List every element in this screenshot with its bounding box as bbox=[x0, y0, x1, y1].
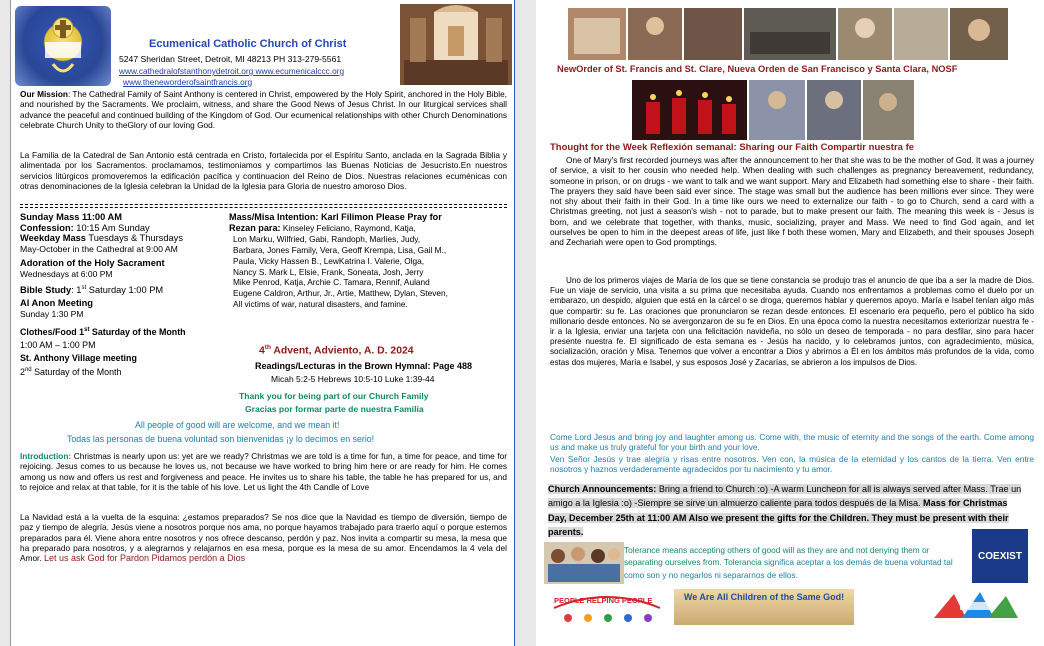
church-announcements bbox=[548, 482, 1026, 540]
village-b: Saturday of the Month bbox=[31, 367, 122, 378]
announcement-luncheon: Bring a friend to Church :o) -A warm Luncheon for all is always served after Mass. Trae un amigo a la Iglesia :o) -Siempre se sirve un almuerzo caliente para todos después de la Misa. bbox=[548, 484, 1022, 509]
intention-line bbox=[229, 223, 511, 234]
mission-english bbox=[20, 89, 507, 130]
visitation-painting bbox=[749, 80, 805, 140]
thanks-english: Thank you for being part of our Church Family bbox=[239, 391, 429, 401]
clothes-a: Clothes/Food 1 bbox=[20, 327, 85, 338]
divider bbox=[20, 204, 507, 205]
website-link-cathedral[interactable]: www.cathedralofstanthonydetroit.org bbox=[119, 66, 254, 76]
mission-spanish: La Familia de la Catedral de San Antonio está centrada en Cristo, fortalecida por el Espíritu Santo, anclada en la Sagrada Biblia y alimentada por los Sacramentos. proclamamos, testimoniamos y compartimos las Buenas Noticias de Jesucristo.En nuestros servicios litúrgicos promoveremos la edificación pacífica y continuacion del Reino de Dios. Nuestras relaciones ecuménicas con otras denominaciones de la Iglesia celebran la Unidad de la Iglesia para Gloria de nuestro amoroso Dios. bbox=[20, 150, 507, 191]
adoration: Adoration of the Holy Sacrament bbox=[20, 258, 165, 269]
clothes-b: Saturday of the Month bbox=[89, 327, 186, 338]
village-date bbox=[20, 365, 230, 378]
thought-english: One of Mary's first recorded journeys was after the announcement to her that she was to be the mother of God. It was a journey of service, a visit to her cousin who needed help. When dealing with such challenges as pregnancy bereavement, redundancy, someone in prison, or on drugs - we want to talk and we want support. Mary and Elizabeth had something else to share - their faith. The prayers they said have been said ever since. The stage was small but the audience has been millions ever since. They were not shy about their faith in their God. In a time like ours we need to externalize our faith - to go to Church, send a card with a Christmas greeting, not just a season's wish - not to parade, but to make present our faith. The meaning this week is - Jesus is born, and we celebrate that together, with thanks, music, socializing, prayer and Mass. We need to find God again, and let ourselves be open to him in the deepest areas of life, just like f both these women, Mary and Elizabeth, and their spouses Joseph and Zechariah were open to God promptings. bbox=[550, 155, 1034, 248]
intro-spanish-text: La Navidad está a la vuelta de la esquina: ¿estamos preparados? Se nos dice que la Navidad es tiempo de diversión, tiempo de paz y tiempo de alegría. Jesús viene a nosotros porque nos ama, no porque hayamos trabajado para traerlo aquí o porque estemos preparados para él. Viene ahora entre nosotros y nos ofrece descanso, perdón y paz. Nos invita a compartir su mesa, la mesa que ha preparado para nosotros, y a alegrarnos y relajarnos en esa mesa, porque es la mesa de su amor. Encendamos la 4 vela del Amor. bbox=[20, 512, 507, 564]
intention-line-4: Nancy S. Mark L, Elsie, Frank, Soneata, Josh, Jerry bbox=[233, 266, 424, 277]
intro-english-text: Christmas is nearly upon us: yet are we ready? Christmas we are told is a time for fun, a time for peace, and time for rejoicing. Jesus comes to us because he loves us, not because we have worked to bring him here or are ready for him. He comes among us now and offers us rest and forgiveness and peace. He invites us to share his table, the table he has prepared for us, and to rejoice and relax at that table, for it is the table of his love. Let us light the 4th Candle of Love bbox=[20, 451, 507, 492]
intention-line-5: Mike Penrod, Katja, Archie C. Tamara, Rennif, Auland bbox=[233, 277, 430, 288]
mission-label: Our Mission bbox=[20, 89, 68, 99]
monk-portrait-photo bbox=[894, 8, 948, 60]
prayer-intentions bbox=[229, 212, 511, 310]
advent-a: 4 bbox=[259, 345, 265, 357]
order-title: NewOrder of St. Francis and St. Clare, Nueva Orden de San Francisco y Santa Clara, NOSF bbox=[557, 64, 958, 74]
franciscan-photo-strip bbox=[568, 8, 1008, 60]
clothes-time: 1:00 AM – 1:00 PM bbox=[20, 340, 96, 350]
intro-label: Introduction: bbox=[20, 451, 72, 461]
village-meeting: St. Anthony Village meeting bbox=[20, 352, 137, 363]
coexist-text: COEXIST bbox=[978, 550, 1022, 562]
intention-title: Mass/Misa Intention: Karl Filimon Please Pray for bbox=[229, 212, 442, 222]
church-logo bbox=[15, 6, 111, 86]
intention-line-6: Eugene Caldron, Arthur, Jr., Artie, Matthew, Dylan, Steven, bbox=[233, 288, 448, 299]
confession-time: 10:15 Am Sunday bbox=[73, 222, 150, 233]
announcement-block bbox=[548, 484, 1021, 537]
intention-line-1: Lon Marku, Wilfried, Gabi, Randoph, Marlies, Judy, bbox=[233, 233, 421, 244]
thought-title: Thought for the Week Reflexión semanal: Sharing our Faith Compartir nuestra fe bbox=[550, 142, 915, 153]
website-link-ecumenical[interactable]: www.ecumenicalccc.org bbox=[255, 66, 345, 76]
bible-b: Saturday 1:00 PM bbox=[86, 284, 164, 295]
bible-study bbox=[20, 283, 230, 296]
tolerance-photo bbox=[544, 542, 624, 584]
tolerance-text bbox=[624, 544, 970, 581]
tolerance-english: Tolerance means accepting others of good will as they are and not denying them or separating ourselves from. Tolerancia bbox=[624, 545, 930, 568]
introduction-english bbox=[20, 451, 507, 492]
village-sup: nd bbox=[24, 367, 32, 374]
left-page bbox=[10, 0, 516, 646]
bible-sup: st bbox=[81, 284, 87, 291]
welcome-spanish: Todas las personas de buena voluntad son bienvenidas ¡y lo decimos en serio! bbox=[67, 434, 375, 444]
advent-b: Advent, Adviento, A. D. 2024 bbox=[270, 345, 414, 357]
sunday-mass: Sunday Mass 11:00 AM bbox=[20, 212, 122, 222]
confession-label: Confession: bbox=[20, 222, 74, 233]
readings-verses: Micah 5:2-5 Hebrews 10:5-10 Luke 1:39-44 bbox=[271, 374, 435, 384]
weekday-mass bbox=[20, 233, 230, 244]
thanks-spanish: Gracias por formar parte de nuestra Familia bbox=[245, 404, 424, 414]
right-page bbox=[536, 0, 1044, 646]
weekday-days: Tuesdays & Thursdays bbox=[85, 233, 183, 244]
church-title: Ecumenical Catholic Church of Christ bbox=[149, 38, 347, 50]
thought-spanish: Uno de los primeros viajes de María de los que se tiene constancia se produjo tras el anuncio de que iba a ser la madre de Dios. Fue un viaje de servicio, una visita a su prima que necesitaba ayuda. Cuando nos enfrentamos a problemas como el duelo por un embarazo, un despido, alguien que está en la cárcel o se droga, queremos hablar y queremos apoyo. María e Isabel tenían algo más que compartir: su fe. Las oraciones que pronunciaron se rezan desde entonces. El escenario era pequeño, pero el público ha sido millonario desde entonces. No se avergonzaron de su fe en Dios. En una época como la nuestra necesitamos exteriorizar nuestra fe - ir a la Iglesia, enviar una tarjeta con una felicitación navideña, no sólo un deseo de temporada - no para desfilar, sino para hacer presente nuestra fe. El significado de esta semana es - Jesús ha nacido, y lo celebramos juntos, con agradecimiento, música, socialización, oración y Misa. Tenemos que volver a encontrar a Dios y abrirnos a Él en los ámbitos más profundos de la vida, como estas dos mujeres, María e Isabel, y sus esposos José y Zacarías, se abrieron a los impulsos de Dios. bbox=[550, 276, 1034, 367]
closing-prayer-spanish: Ven Señor Jesús y trae alegría y risas entre nosotros. Ven con, la música de la eternidad y los cantos de la tierra. Ven entre nosotros y haznos verdaderamente agradecidos por tu nacimiento y tu amor. bbox=[550, 454, 1034, 475]
introduction-spanish bbox=[20, 512, 507, 563]
friars-photo bbox=[684, 8, 742, 60]
intention-line-2: Barbara, Jones Family, Vera, Geoff Krempa, Lisa, Gail M., bbox=[233, 244, 447, 255]
unity-hands-image bbox=[924, 588, 1024, 624]
website-link-new-order[interactable]: www.theneworderofsaintfrancis.org bbox=[123, 77, 253, 87]
coexist-logo bbox=[972, 529, 1028, 583]
closing-prayer-english: Come Lord Jesus and bring joy and laughter among us. Come with, the music of eternity and the songs of the earth. Come among us and make us truly grateful for your birth and your love. bbox=[550, 432, 1034, 453]
website-links[interactable] bbox=[119, 66, 344, 76]
weekday-label: Weekday Mass bbox=[20, 233, 86, 244]
cathedral-interior-photo bbox=[400, 4, 512, 85]
welcome-english: All people of good will are welcome, and we mean it! bbox=[135, 420, 340, 430]
clothes-sup: st bbox=[84, 327, 90, 334]
intention-line-3: Paula, Vicky Hassen B., LewKatrina I. Valerie, Olga, bbox=[233, 255, 425, 266]
adoration-time: Wednesdays at 6:00 PM bbox=[20, 268, 113, 279]
intention-line-7: All victims of war, natural disasters, and famine. bbox=[233, 299, 408, 310]
church-address: 5247 Sheridan Street, Detroit, MI 48213 PH 313-279-5561 bbox=[119, 54, 342, 64]
advent-sup: th bbox=[264, 344, 271, 351]
weekday-location: May-October in the Cathedral at 9:00 AM bbox=[20, 243, 178, 254]
page-gutter bbox=[515, 0, 536, 646]
readings: Readings/Lecturas in the Brown Hymnal: Page 488 bbox=[255, 361, 473, 371]
tolerance-spanish: significa aceptar a los demás de buena voluntad tal como son y no negarlos ni separarnos de ellos. bbox=[624, 557, 953, 580]
children-text: We Are All Children of the Same God! bbox=[683, 592, 845, 602]
clothes-food bbox=[20, 325, 230, 338]
advent-title bbox=[259, 344, 414, 356]
intention-line-0: Kinseley Feliciano, Raymond, Katja, bbox=[280, 222, 416, 233]
cross-emblem-icon bbox=[15, 6, 111, 86]
php-text: PEOPLE HELPING PEOPLE bbox=[554, 596, 653, 605]
pardon-line: Let us ask God for Pardon Pidamos perdón a Dios bbox=[43, 553, 246, 564]
bible-a: : 1 bbox=[71, 284, 82, 295]
announcements-label: Church Announcements: bbox=[548, 484, 657, 494]
confession bbox=[20, 223, 230, 234]
people-helping-people-banner bbox=[548, 590, 666, 626]
bible-label: Bible Study bbox=[20, 284, 72, 295]
schedule bbox=[20, 212, 230, 378]
rezan-label: Rezan para: bbox=[229, 222, 281, 233]
advent-images bbox=[632, 80, 914, 140]
children-of-god-banner bbox=[674, 589, 854, 625]
alanon: Al Anon Meeting bbox=[20, 298, 93, 309]
village-a: 2 bbox=[20, 367, 25, 378]
announcement-christmas: Mass for Christmas Day, December 25th at 11:00 AM Also we present the gifts for the Children. They must be present with their parents. bbox=[548, 498, 1009, 538]
alanon-time: Sunday 1:30 PM bbox=[20, 308, 84, 319]
divider bbox=[20, 207, 507, 208]
mary-elizabeth-painting bbox=[807, 80, 861, 140]
mission-english-text: : The Cathedral Family of Saint Anthony is centered in Christ, empowered by the Holy Spirit, anchored in the Holy Bible, and nourished by the Sacraments. We proclaim, witness, and share the Good News of Jesus Christ. In our liturgical services shall advance the peaceful and continued building of the Kingdom of God. Our ecumenical relationships with other Church Denominations celebrate Church Unity to theGlory of our loving God. bbox=[20, 89, 507, 130]
